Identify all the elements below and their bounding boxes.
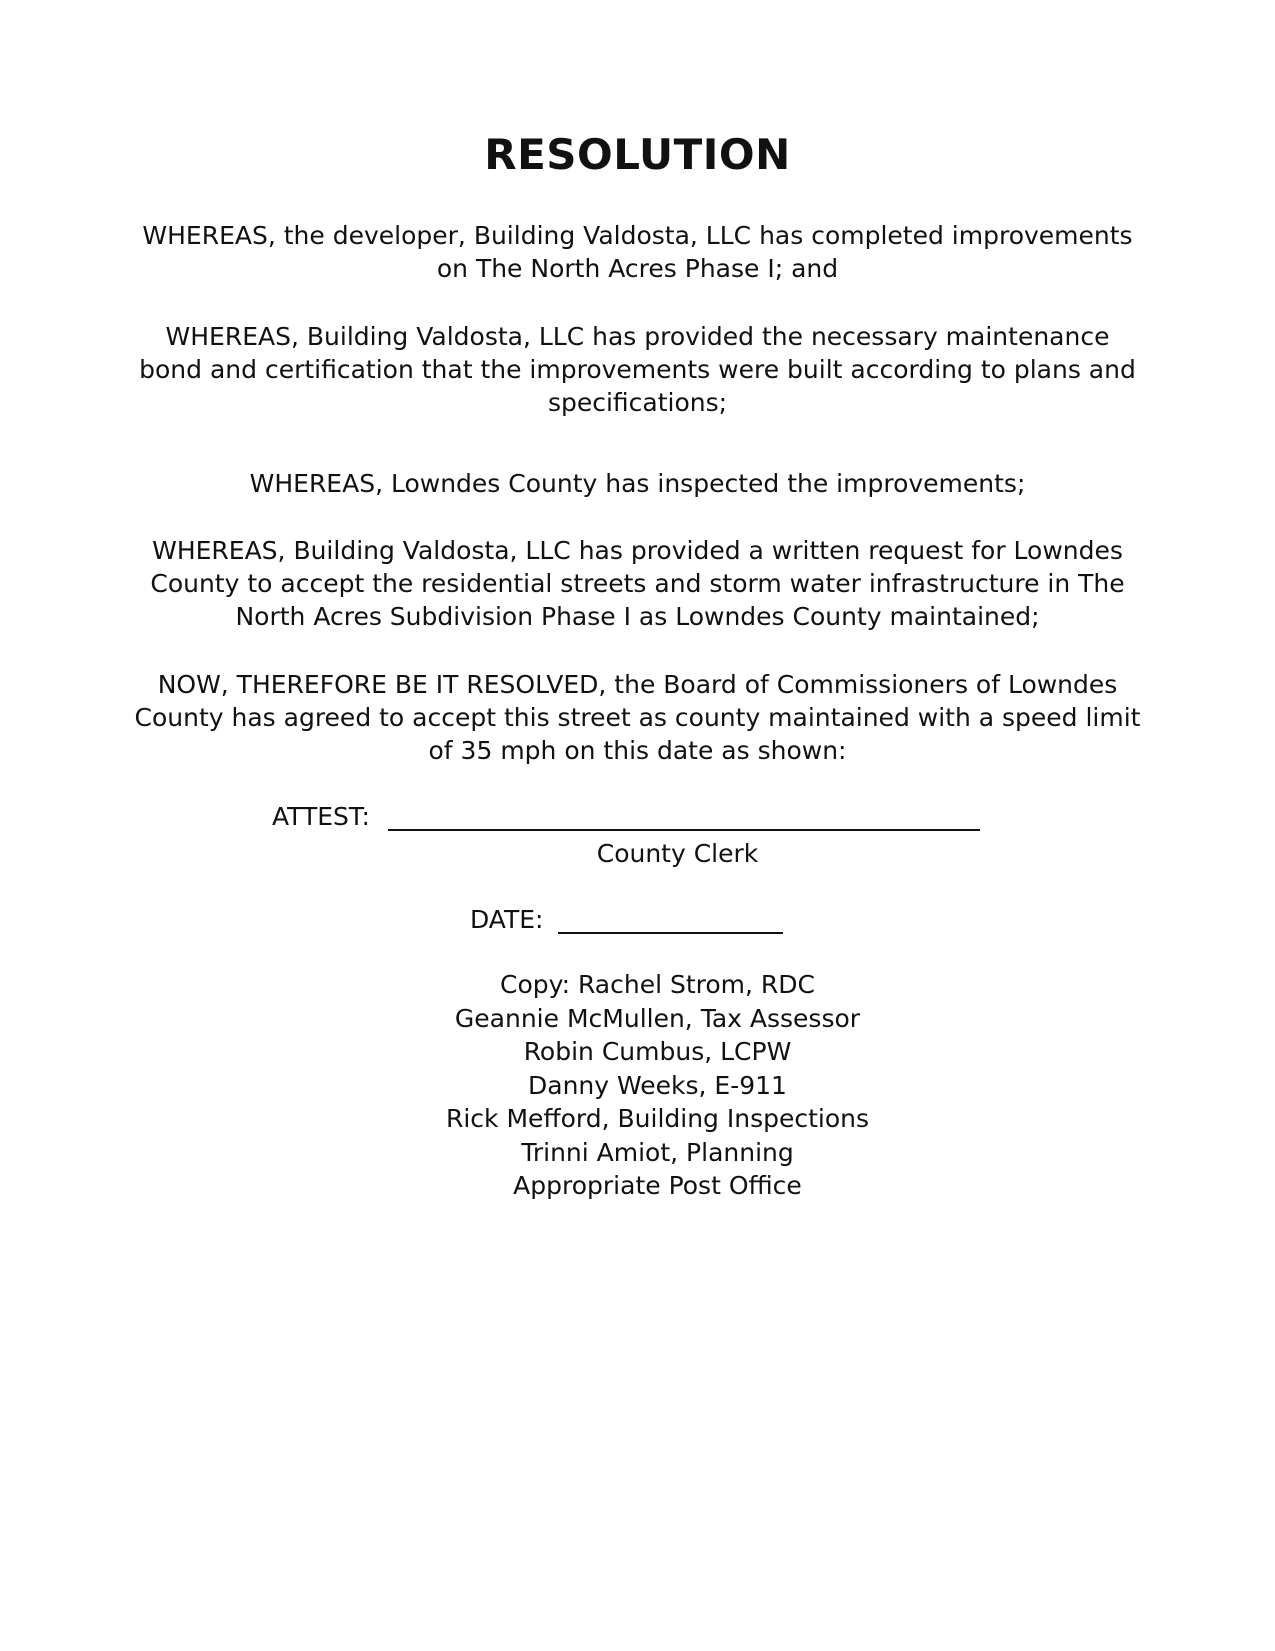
date-blank-line <box>558 932 783 934</box>
copy-recipient: Rick Mefford, Building Inspections <box>445 1104 870 1133</box>
paragraph-line: specifications; <box>547 388 728 417</box>
paragraph-line: WHEREAS, Lowndes County has inspected the improvements; <box>249 469 1026 498</box>
paragraph-line: WHEREAS, Building Valdosta, LLC has provided a written request for Lowndes <box>152 536 1123 565</box>
copy-recipient: Trinni Amiot, Planning <box>521 1137 794 1167</box>
paragraph-line: bond and certification that the improvements were built according to plans and <box>139 355 1136 384</box>
attest-label: ATTEST: <box>272 802 370 831</box>
whereas-paragraph-completed-improvements <box>120 219 1155 285</box>
copy-recipient: Geannie McMullen, Tax Assessor <box>454 1003 861 1033</box>
paragraph-line: on The North Acres Phase I; and <box>436 254 839 283</box>
document-title: RESOLUTION <box>484 130 791 179</box>
whereas-paragraph-written-request <box>120 534 1155 633</box>
whereas-paragraph-maintenance-bond <box>120 320 1155 419</box>
copy-recipient: Appropriate Post Office <box>513 1171 802 1200</box>
copy-recipient: Danny Weeks, E-911 <box>528 1070 787 1100</box>
copy-recipient: Robin Cumbus, LCPW <box>523 1037 792 1066</box>
paragraph-line: NOW, THEREFORE BE IT RESOLVED, the Board of Commissioners of Lowndes <box>157 670 1118 699</box>
resolved-paragraph <box>120 668 1155 767</box>
paragraph-line: of 35 mph on this date as shown: <box>428 736 847 765</box>
county-clerk-label: County Clerk <box>596 839 759 868</box>
date-label: DATE: <box>470 905 544 934</box>
paragraph-line: WHEREAS, Building Valdosta, LLC has provided the necessary maintenance <box>165 322 1110 351</box>
paragraph-line: County to accept the residential streets and storm water infrastructure in The <box>150 569 1125 598</box>
paragraph-line: County has agreed to accept this street as county maintained with a speed limit <box>134 703 1141 732</box>
paragraph-line: North Acres Subdivision Phase I as Lowndes County maintained; <box>235 602 1040 631</box>
attest-signature-line <box>388 829 980 831</box>
copy-recipient: Copy: Rachel Strom, RDC <box>500 970 815 999</box>
whereas-paragraph-inspection <box>120 467 1155 500</box>
paragraph-line: WHEREAS, the developer, Building Valdosta, LLC has completed improvements <box>142 221 1133 250</box>
copy-distribution-list <box>0 968 1275 1203</box>
